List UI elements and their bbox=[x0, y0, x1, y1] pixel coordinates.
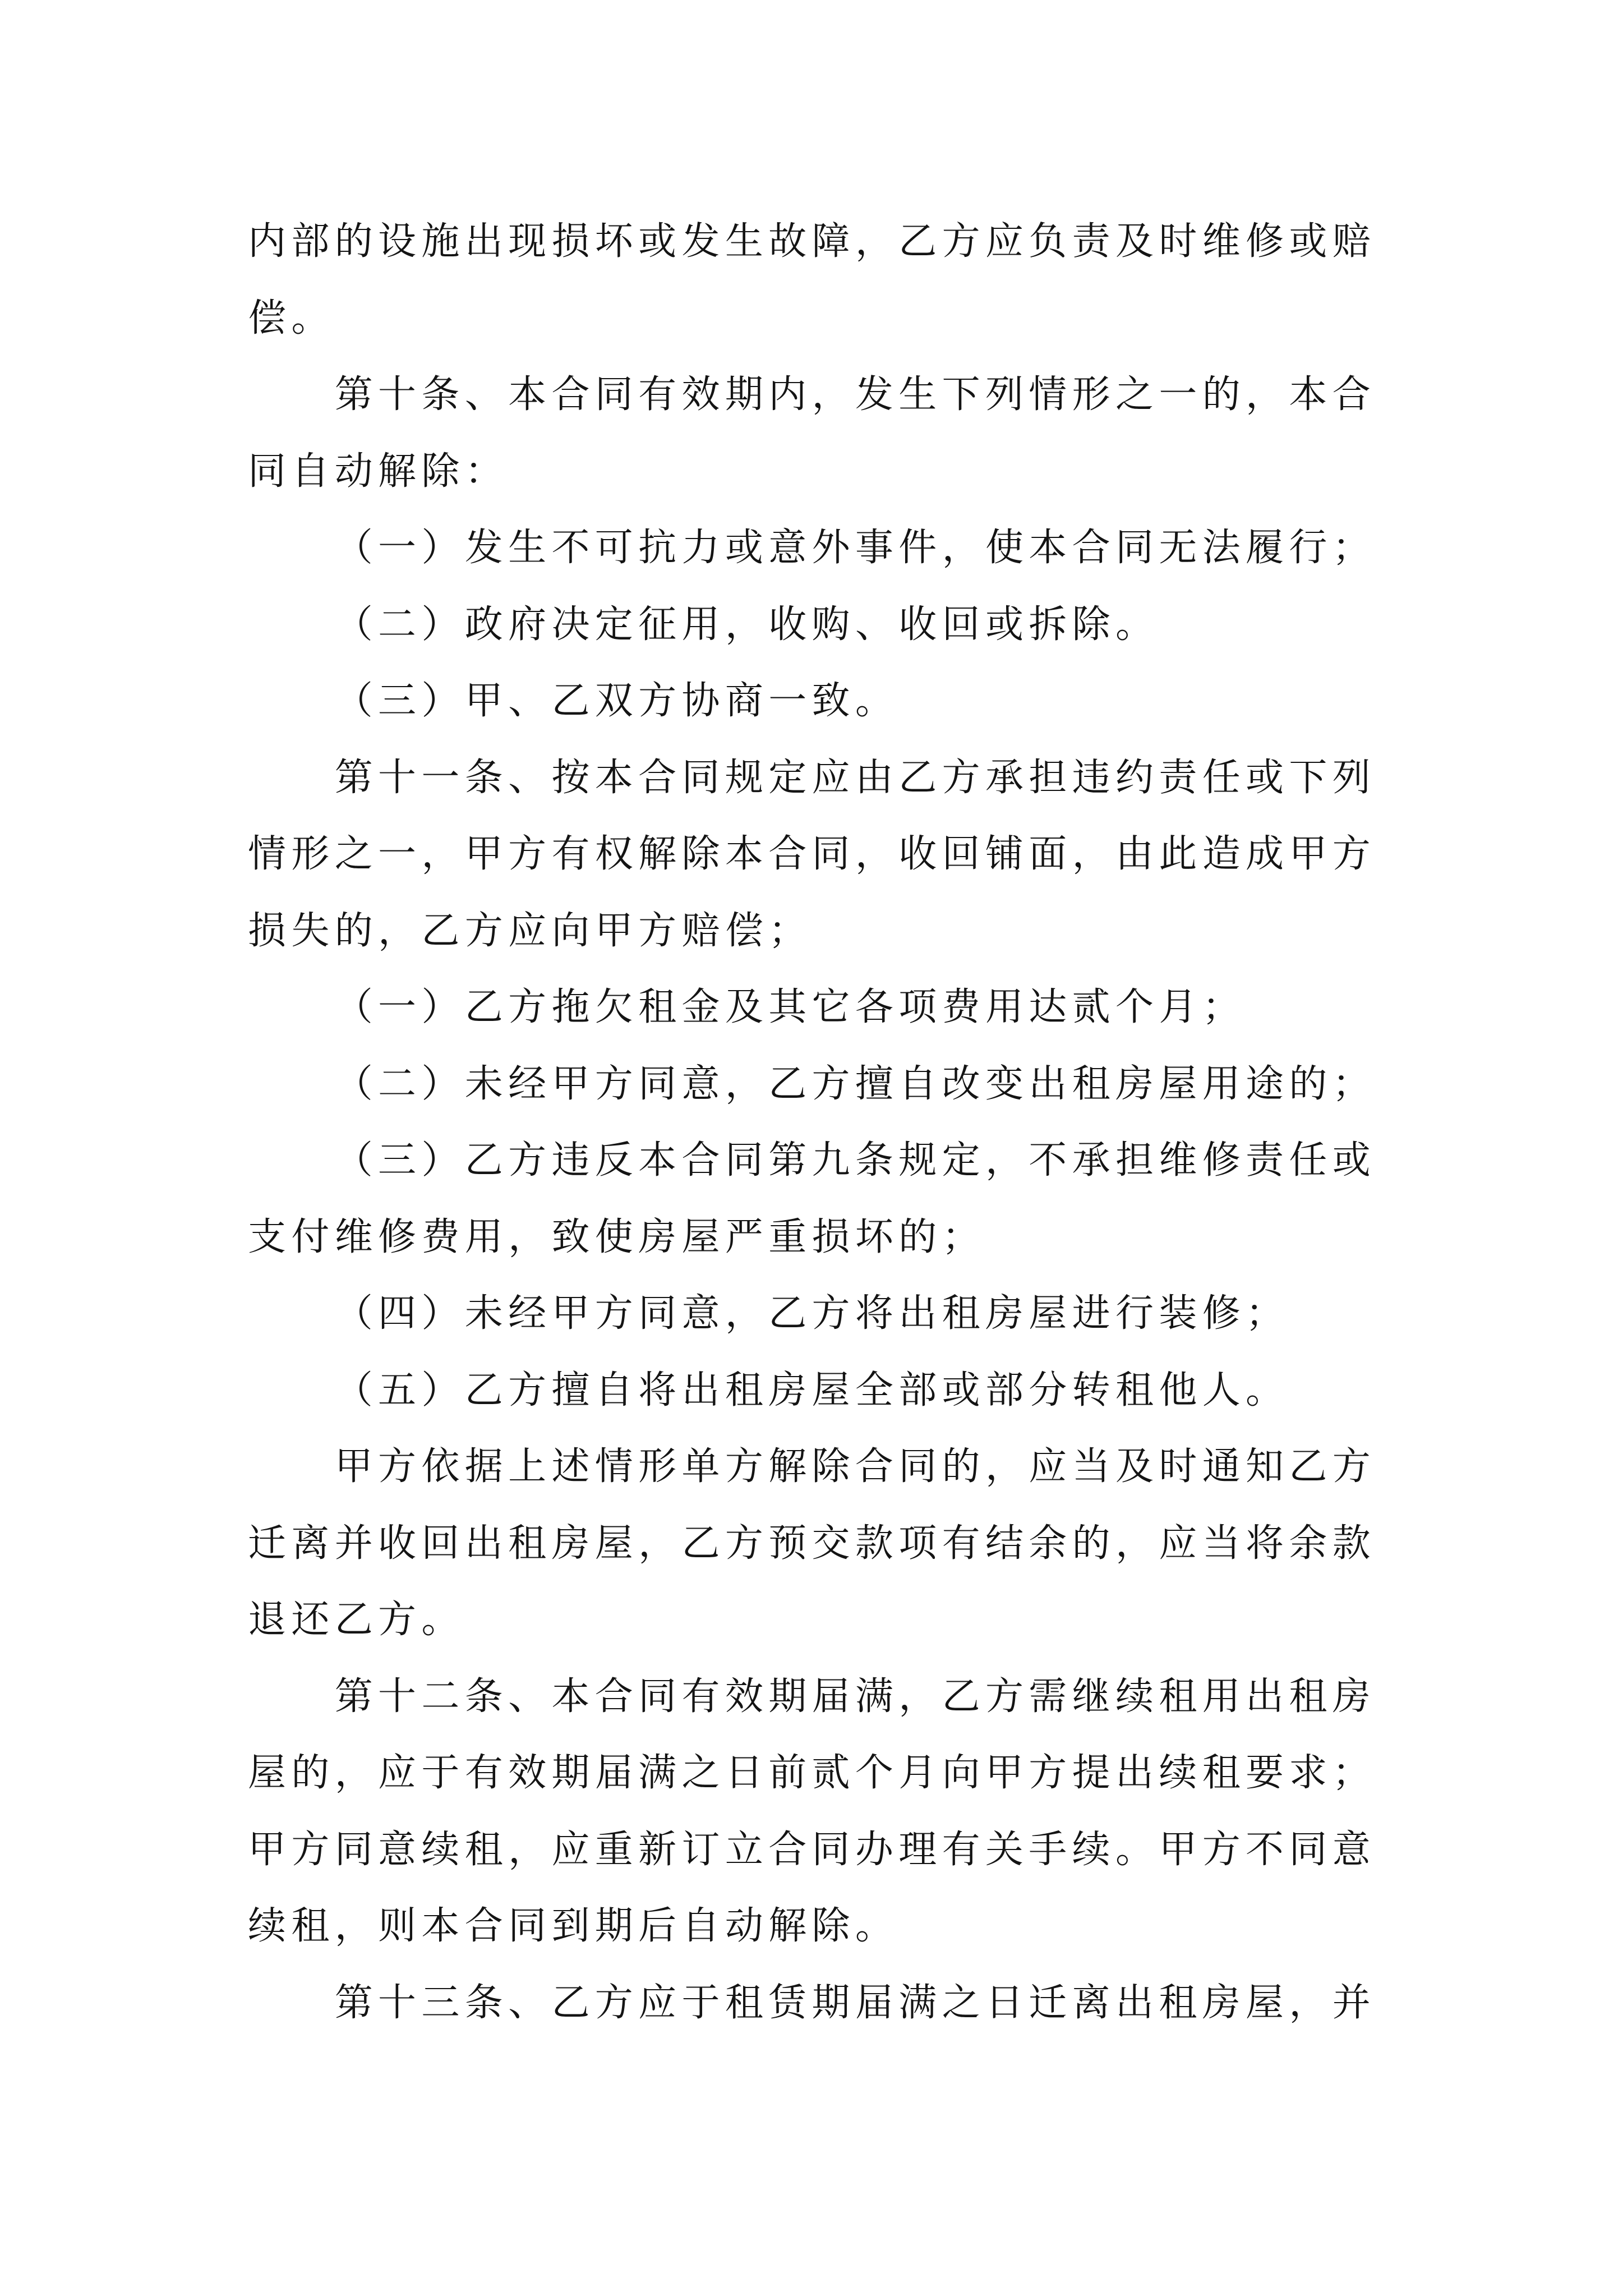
text-line: 退还乙方。 bbox=[248, 1598, 465, 1642]
list-item-line: （三）乙方违反本合同第九条规定，不承担维修责任或 bbox=[334, 1138, 1376, 1182]
article-13-heading-line: 第十三条、乙方应于租赁期届满之日迁离出租房屋，并 bbox=[334, 1980, 1376, 2025]
text-line: 损失的，乙方应向甲方赔偿； bbox=[248, 908, 812, 953]
list-item-line: （一）发生不可抗力或意外事件，使本合同无法履行； bbox=[334, 526, 1376, 570]
text-line: 同自动解除： bbox=[248, 449, 509, 494]
article-11-heading-line: 第十一条、按本合同规定应由乙方承担违约责任或下列 bbox=[334, 755, 1376, 800]
article-12-heading-line: 第十二条、本合同有效期届满，乙方需继续租用出租房 bbox=[334, 1674, 1376, 1719]
text-line: 屋的，应于有效期届满之日前贰个月向甲方提出续租要求； bbox=[248, 1751, 1376, 1795]
list-item-line: （五）乙方擅自将出租房屋全部或部分转租他人。 bbox=[334, 1368, 1289, 1412]
paragraph-start-line: 甲方依据上述情形单方解除合同的，应当及时通知乙方 bbox=[334, 1444, 1376, 1489]
article-10-heading-line: 第十条、本合同有效期内，发生下列情形之一的，本合 bbox=[334, 372, 1376, 417]
list-item-line: （四）未经甲方同意，乙方将出租房屋进行装修； bbox=[334, 1291, 1289, 1336]
list-item-line: （三）甲、乙双方协商一致。 bbox=[334, 679, 899, 723]
list-item-line: （二）未经甲方同意，乙方擅自改变出租房屋用途的； bbox=[334, 1061, 1376, 1106]
list-item-line: （二）政府决定征用，收购、收回或拆除。 bbox=[334, 602, 1159, 647]
text-line: 情形之一，甲方有权解除本合同，收回铺面，由此造成甲方 bbox=[248, 832, 1376, 876]
text-line: 内部的设施出现损坏或发生故障，乙方应负责及时维修或赔 bbox=[248, 219, 1376, 264]
text-line: 偿。 bbox=[248, 296, 335, 341]
list-item-line: （一）乙方拖欠租金及其它各项费用达贰个月； bbox=[334, 985, 1246, 1029]
text-line: 迁离并收回出租房屋，乙方预交款项有结余的，应当将余款 bbox=[248, 1521, 1376, 1566]
text-line: 续租，则本合同到期后自动解除。 bbox=[248, 1904, 899, 1948]
text-line: 支付维修费用，致使房屋严重损坏的； bbox=[248, 1214, 985, 1259]
text-line: 甲方同意续租，应重新订立合同办理有关手续。甲方不同意 bbox=[248, 1827, 1376, 1872]
contract-text bbox=[248, 204, 1386, 2041]
